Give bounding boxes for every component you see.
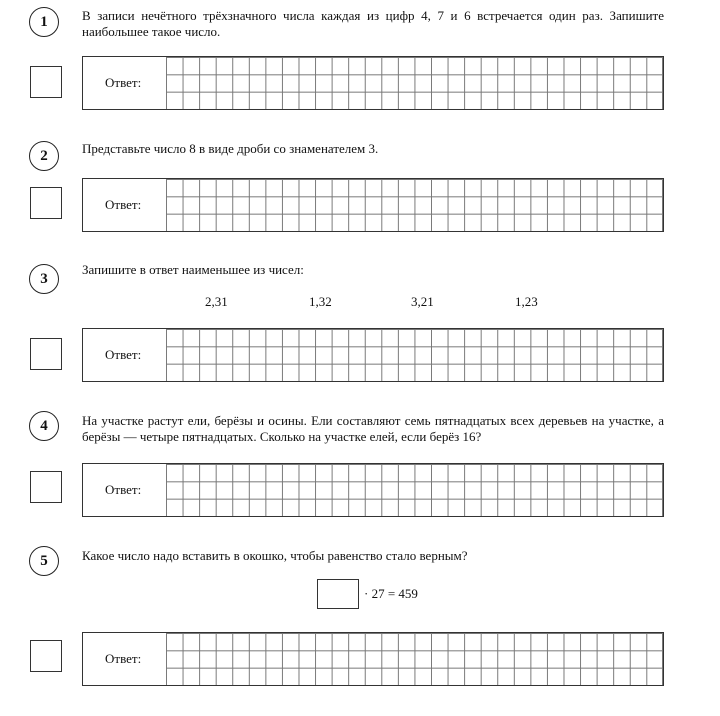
answer-box[interactable] bbox=[82, 463, 664, 517]
task-text: Запишите в ответ наименьшее из чисел: bbox=[82, 262, 304, 277]
task-number: 2 bbox=[29, 141, 59, 171]
answer-box[interactable] bbox=[82, 178, 664, 232]
task-text: Какое число надо вставить в окошко, чтобы равенство стало верным? bbox=[82, 548, 468, 563]
option-value: 3,21 bbox=[411, 294, 434, 309]
answer-grid[interactable] bbox=[166, 464, 663, 516]
task-text: На участке растут ели, берёзы и осины. Ели составляют семь пятнадцатых всех деревьев на участке, а берёзы — четыре пятнадцатых. Сколько на участке елей, если берёз 16? bbox=[82, 413, 664, 444]
score-box[interactable] bbox=[30, 640, 62, 672]
option-value: 1,23 bbox=[515, 294, 538, 309]
answer-label: Ответ: bbox=[105, 347, 142, 362]
answer-box[interactable] bbox=[82, 328, 664, 382]
task-text: Представьте число 8 в виде дроби со знаменателем 3. bbox=[82, 141, 379, 156]
answer-label: Ответ: bbox=[105, 482, 142, 497]
answer-label: Ответ: bbox=[105, 651, 142, 666]
answer-label: Ответ: bbox=[105, 75, 142, 90]
task-number: 4 bbox=[29, 411, 59, 441]
answer-label: Ответ: bbox=[105, 197, 142, 212]
answer-box[interactable] bbox=[82, 56, 664, 110]
equation-text: · 27 = 459 bbox=[364, 586, 418, 601]
option-value: 1,32 bbox=[309, 294, 332, 309]
score-box[interactable] bbox=[30, 338, 62, 370]
answer-grid[interactable] bbox=[166, 633, 663, 685]
option-value: 2,31 bbox=[205, 294, 228, 309]
task-number: 3 bbox=[29, 264, 59, 294]
score-box[interactable] bbox=[30, 187, 62, 219]
equation bbox=[317, 579, 418, 609]
answer-grid[interactable] bbox=[166, 179, 663, 231]
task-text: В записи нечётного трёхзначного числа каждая из цифр 4, 7 и 6 встречается один раз. Запишите наибольшее такое число. bbox=[82, 8, 664, 39]
answer-grid[interactable] bbox=[166, 329, 663, 381]
equation-blank-box bbox=[317, 579, 359, 609]
answer-grid[interactable] bbox=[166, 57, 663, 109]
score-box[interactable] bbox=[30, 66, 62, 98]
score-box[interactable] bbox=[30, 471, 62, 503]
task-number: 1 bbox=[29, 7, 59, 37]
task-number: 5 bbox=[29, 546, 59, 576]
answer-box[interactable] bbox=[82, 632, 664, 686]
